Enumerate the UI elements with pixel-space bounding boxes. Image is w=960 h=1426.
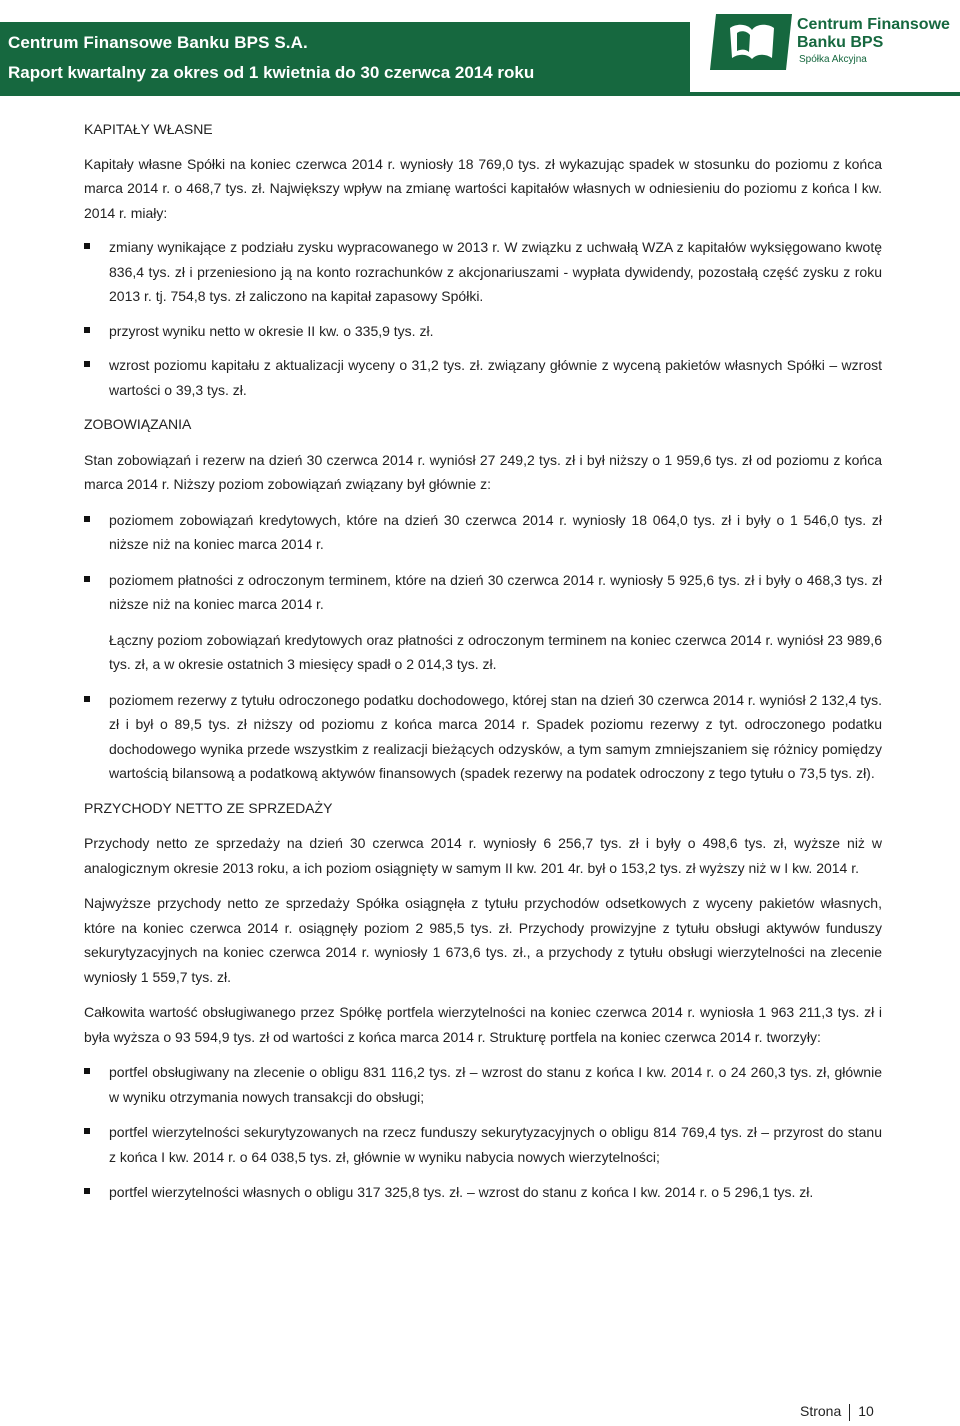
section-heading-zobowiazania: ZOBOWIĄZANIA bbox=[84, 416, 192, 432]
list-item bbox=[84, 1060, 882, 1109]
list-item-text: portfel wierzytelności sekurytyzowanych na rzecz funduszy sekurytyzacyjnych o obligu 814 769,4 tys. zł – przyrost do stanu z końca I kw. 2014 r. o 64 038,5 tys. zł, głównie w wyniku nabycia nowych wierzytelności; bbox=[109, 1124, 882, 1165]
list-item-text: poziomem rezerwy z tytułu odroczonego podatku dochodowego, której stan na dzień 30 czerwca 2014 r. wyniósł 2 132,4 tys. zł i był o 89,5 tys. zł niższy od poziomu z końca marca 2014 r. Spadek poziomu rezerwy z tyt. odroczonego podatku dochodowego wynika przede wszystkim z realizacji bieżących odzysków, a tym samym zmniejszaniem się różnicy pomiędzy wartością bilansową a podatkową aktywów finansowych (spadek rezerwy na podatek odroczony z tego tytułu o 73,5 tys. zł). bbox=[109, 691, 882, 781]
list-item bbox=[84, 235, 882, 309]
document-body bbox=[84, 117, 882, 1205]
paragraph-zobowiazania-intro: Stan zobowiązań i rezerw na dzień 30 czerwca 2014 r. wyniósł 27 249,2 tys. zł i był niższy o 1 959,6 tys. zł od poziomu z końca marca 2014 r. Niższy poziom zobowiązań związany był głównie z: bbox=[84, 451, 882, 492]
page-header bbox=[0, 0, 960, 96]
paragraph-przychody-3: Całkowita wartość obsługiwanego przez Spółkę portfela wierzytelności na koniec czerwca 2014 r. wyniosła 1 963 211,3 tys. zł i była wyższa o 93 594,9 tys. zł od wartości z końca marca 2014 r. Strukturę portfela na koniec czerwca 2014 r. tworzyły: bbox=[84, 1004, 882, 1045]
header-rule bbox=[0, 92, 960, 96]
footer-divider bbox=[849, 1404, 850, 1421]
page-label: Strona bbox=[800, 1403, 842, 1419]
list-item-text: przyrost wyniku netto w okresie II kw. o 335,9 tys. zł. bbox=[109, 322, 434, 339]
bullet-square-icon bbox=[84, 327, 90, 333]
bullet-square-icon bbox=[84, 361, 90, 367]
section-heading-przychody: PRZYCHODY NETTO ZE SPRZEDAŻY bbox=[84, 799, 333, 816]
paragraph-przychody-2: Najwyższe przychody netto ze sprzedaży Spółka osiągnęła z tytułu przychodów odsetkowych z wyceny pakietów własnych, które na koniec czerwca 2014 r. osiągnęły poziom 2 985,5 tys. zł. Przychody prowizyjne z tytułu obsługi aktywów funduszy sekurytyzacyjnych na koniec czerwca 2014 r. wyniosły 1 673,6 tys. zł., a przychody z tytułu obsługi wierzytelności na zlecenie wyniosły 1 559,7 tys. zł. bbox=[84, 895, 882, 985]
list-item-text: portfel obsługiwany na zlecenie o obligu 831 116,2 tys. zł – wzrost do stanu z końca I kw. 2014 r. o 24 260,3 tys. zł, głównie w wyniku otrzymania nowych transakcji do obsługi; bbox=[109, 1064, 882, 1105]
bullet-square-icon bbox=[84, 243, 90, 249]
list-item bbox=[84, 1120, 882, 1169]
header-subtitle: Raport kwartalny za okres od 1 kwietnia do 30 czerwca 2014 roku bbox=[8, 63, 535, 82]
list-item-text: wzrost poziomu kapitału z aktualizacji wyceny o 31,2 tys. zł. związany głównie z wyceną pakietów własnych Spółki – wzrost wartości o 39,3 tys. zł. bbox=[109, 357, 882, 398]
page-number: 10 bbox=[858, 1403, 874, 1419]
bullet-square-icon bbox=[84, 1068, 90, 1074]
section-heading-kapitaly: KAPITAŁY WŁASNE bbox=[84, 121, 213, 137]
list-item bbox=[84, 1180, 882, 1205]
list-item-text: zmiany wynikające z podziału zysku wypracowanego w 2013 r. W związku z uchwałą WZA z kapitałów wyksięgowano kwotę 836,4 tys. zł i przeniesiono ją na konto rozrachunków z akcjonariuszami - wypłata dywidendy, pozostałą część zysku z roku 2013 r. tj. 754,8 tys. zł zaliczono na kapitał zapasowy Spółki. bbox=[109, 239, 882, 304]
bullet-square-icon bbox=[84, 1188, 90, 1194]
list-item bbox=[84, 688, 882, 786]
bullet-square-icon bbox=[84, 516, 90, 522]
logo-text-line3: Spółka Akcyjna bbox=[799, 54, 867, 65]
list-item bbox=[84, 508, 882, 557]
list-item bbox=[84, 353, 882, 402]
paragraph-zobowiazania-note: Łączny poziom zobowiązań kredytowych oraz płatności z odroczonym terminem na koniec czerwca 2014 r. wyniósł 23 989,6 tys. zł, a w okresie ostatnich 3 miesięcy spadł o 2 014,3 tys. zł. bbox=[109, 631, 882, 672]
bullet-square-icon bbox=[84, 576, 90, 582]
logo-text-line1: Centrum Finansowe bbox=[797, 16, 950, 33]
company-logo bbox=[710, 12, 950, 74]
bullet-square-icon bbox=[84, 696, 90, 702]
logo-icon bbox=[710, 14, 792, 70]
list-item-text: portfel wierzytelności własnych o obligu 317 325,8 tys. zł. – wzrost do stanu z końca I kw. 2014 r. o 5 296,1 tys. zł. bbox=[109, 1184, 814, 1200]
page-footer bbox=[800, 1403, 874, 1421]
list-item-text: poziomem płatności z odroczonym terminem, które na dzień 30 czerwca 2014 r. wyniosły 5 925,6 tys. zł i były o 468,3 tys. zł niższe niż na koniec marca 2014 r. bbox=[109, 571, 882, 612]
list-item-text: poziomem zobowiązań kredytowych, które na dzień 30 czerwca 2014 r. wyniosły 18 064,0 tys. zł i były o 1 546,0 tys. zł niższe niż na koniec marca 2014 r. bbox=[109, 511, 882, 552]
bullet-square-icon bbox=[84, 1128, 90, 1134]
header-title: Centrum Finansowe Banku BPS S.A. bbox=[8, 33, 308, 52]
paragraph-przychody-1: Przychody netto ze sprzedaży na dzień 30 czerwca 2014 r. wyniosły 6 256,7 tys. zł i były o 498,6 tys. zł, wyższe niż w analogicznym okresie 2013 roku, a ich poziom osiągnięty w samym II kw. 201 4r. był o 153,2 tys. zł wyższy niż w I kw. 2014 r. bbox=[84, 835, 882, 876]
list-item bbox=[84, 568, 882, 617]
paragraph-kapitaly-intro: Kapitały własne Spółki na koniec czerwca 2014 r. wyniosły 18 769,0 tys. zł wykazując spadek w stosunku do poziomu z końca marca 2014 r. o 468,7 tys. zł. Największy wpływ na zmianę wartości kapitałów własnych w odniesieniu do poziomu z końca I kw. 2014 r. miały: bbox=[84, 155, 882, 221]
logo-text-line2: Banku BPS bbox=[797, 34, 884, 51]
list-item bbox=[84, 319, 882, 344]
